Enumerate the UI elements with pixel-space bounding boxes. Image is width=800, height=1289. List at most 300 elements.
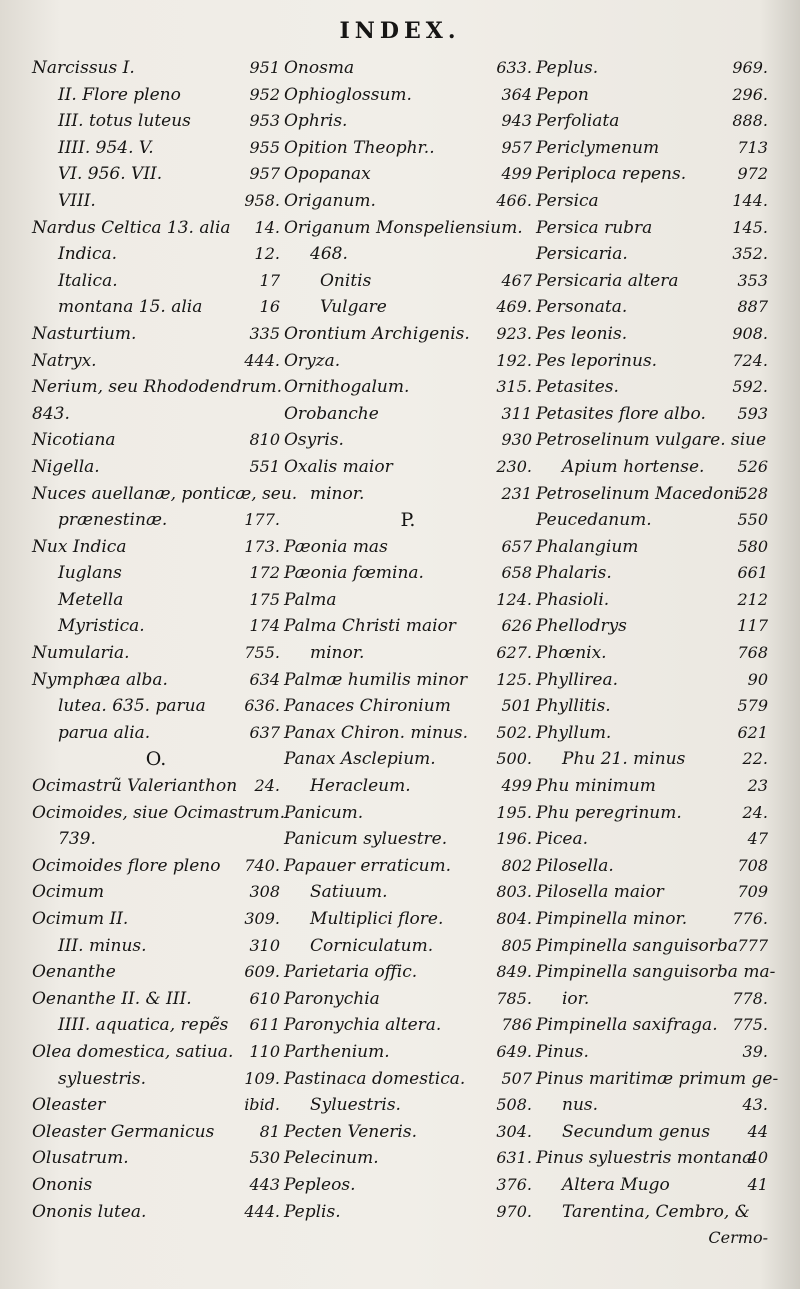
index-entry bbox=[536, 800, 768, 827]
entry-term: Ocimastrũ Valerianthon bbox=[32, 776, 238, 797]
entry-page-number: 708 bbox=[737, 855, 768, 875]
index-entry bbox=[536, 321, 768, 348]
entry-page-number: 364 bbox=[501, 84, 532, 104]
entry-page-number: 443 bbox=[249, 1174, 280, 1194]
entry-page-number: 957 bbox=[249, 164, 280, 184]
entry-term: Ocimum bbox=[32, 882, 105, 903]
entry-term: Ophris. bbox=[284, 111, 348, 132]
index-entry bbox=[284, 560, 532, 587]
index-entry bbox=[284, 401, 532, 428]
entry-page-number: 953 bbox=[249, 111, 280, 131]
index-entry bbox=[32, 1145, 280, 1172]
entry-page-number: 17 bbox=[259, 270, 280, 290]
entry-page-number: 353 bbox=[737, 270, 768, 290]
entry-page-number: 658 bbox=[501, 563, 532, 583]
entry-page-number: 551 bbox=[249, 456, 280, 476]
entry-page-number: 633. bbox=[496, 58, 532, 77]
entry-term: Olusatrum. bbox=[32, 1148, 129, 1169]
index-entry bbox=[284, 773, 532, 800]
index-entry bbox=[536, 959, 776, 986]
entry-page-number: 627. bbox=[496, 643, 532, 663]
entry-page-number: 196. bbox=[496, 829, 532, 849]
index-entry bbox=[284, 720, 532, 747]
entry-page-number: 610 bbox=[249, 988, 280, 1008]
index-entry bbox=[536, 1092, 768, 1119]
entry-page-number: 172 bbox=[249, 563, 280, 583]
entry-term: Pes leonis. bbox=[536, 323, 628, 344]
entry-term: Petasites. bbox=[536, 377, 619, 398]
entry-term: Persicaria altera bbox=[536, 270, 679, 291]
entry-page-number: 661 bbox=[737, 563, 768, 583]
entry-page-number: 637 bbox=[249, 722, 280, 742]
index-column-1 bbox=[32, 55, 298, 1225]
index-entry bbox=[536, 640, 768, 667]
entry-page-number: 786 bbox=[501, 1015, 532, 1035]
index-entry bbox=[284, 534, 532, 561]
entry-term: Peplis. bbox=[284, 1201, 341, 1222]
entry-page-number: 124. bbox=[496, 589, 532, 609]
entry-term: Multiplici flore. bbox=[310, 909, 444, 929]
entry-term: Metella bbox=[58, 589, 124, 610]
entry-term: O. bbox=[145, 748, 167, 771]
index-entry bbox=[284, 1012, 532, 1039]
entry-term: Periploca repens. bbox=[536, 164, 687, 185]
index-entry bbox=[284, 82, 532, 109]
index-entry bbox=[536, 348, 768, 375]
index-entry bbox=[32, 507, 280, 534]
index-entry bbox=[536, 667, 768, 694]
entry-page-number: 888. bbox=[732, 111, 768, 131]
entry-term: Peplus. bbox=[536, 58, 599, 78]
entry-term: IIII. 954. V. bbox=[58, 137, 154, 158]
entry-page-number: 311 bbox=[501, 403, 532, 423]
entry-term: Periclymenum bbox=[536, 137, 660, 158]
index-entry bbox=[284, 135, 532, 162]
entry-page-number: 304. bbox=[496, 1121, 532, 1141]
index-entry bbox=[284, 667, 532, 694]
index-entry bbox=[284, 986, 532, 1013]
entry-term: Petasites flore albo. bbox=[536, 403, 706, 424]
entry-page-number: 724. bbox=[732, 350, 768, 370]
index-entry bbox=[536, 853, 768, 880]
entry-page-number: 611 bbox=[249, 1015, 280, 1035]
entry-term: Phu 21. minus bbox=[562, 749, 686, 770]
index-entry bbox=[536, 906, 768, 933]
entry-term: lutea. 635. parua bbox=[58, 696, 206, 717]
entry-term: Oleaster bbox=[32, 1095, 106, 1116]
index-entry bbox=[536, 720, 768, 747]
entry-term: VI. 956. VII. bbox=[58, 164, 163, 185]
entry-page-number: 803. bbox=[496, 882, 532, 902]
index-entry bbox=[32, 534, 280, 561]
entry-term: Phellodrys bbox=[536, 616, 627, 637]
entry-term: Phu minimum bbox=[536, 776, 656, 797]
index-entry bbox=[536, 1066, 779, 1093]
entry-term: Phœnix. bbox=[536, 643, 607, 664]
entry-term: Parthenium. bbox=[284, 1041, 390, 1062]
index-entry bbox=[536, 401, 768, 428]
entry-page-number: 117 bbox=[737, 616, 768, 636]
entry-term: Pilosella maior bbox=[536, 882, 664, 903]
entry-term: Orobanche bbox=[284, 403, 379, 424]
entry-page-number: 530 bbox=[249, 1148, 280, 1168]
index-entry bbox=[32, 321, 280, 348]
entry-term: Orontium Archigenis. bbox=[284, 323, 470, 344]
index-entry bbox=[284, 241, 532, 268]
entry-term: Natryx. bbox=[32, 350, 97, 371]
index-entry bbox=[32, 401, 280, 428]
entry-term: minor. bbox=[310, 643, 365, 664]
entry-term: Paronychia altera. bbox=[284, 1015, 442, 1036]
entry-page-number: Cermo- bbox=[708, 1228, 768, 1248]
entry-page-number: 24. bbox=[254, 776, 280, 796]
index-entry bbox=[536, 374, 768, 401]
index-entry bbox=[284, 215, 532, 242]
index-entry bbox=[32, 640, 280, 667]
entry-page-number: 501 bbox=[501, 696, 532, 716]
entry-term: Pepleos. bbox=[284, 1174, 356, 1195]
entry-page-number: 109. bbox=[244, 1068, 280, 1088]
index-entry bbox=[32, 161, 280, 188]
entry-page-number: 923. bbox=[496, 323, 532, 343]
entry-term: Vulgare bbox=[320, 297, 387, 318]
index-entry bbox=[32, 294, 280, 321]
entry-page-number: 636. bbox=[244, 696, 280, 716]
index-entry bbox=[536, 268, 768, 295]
index-column-2 bbox=[284, 55, 532, 1225]
index-entry bbox=[536, 427, 768, 454]
index-entry bbox=[284, 959, 532, 986]
entry-page-number: 499 bbox=[501, 164, 532, 184]
entry-page-number: 81 bbox=[259, 1121, 280, 1141]
index-entry bbox=[536, 135, 768, 162]
index-entry bbox=[284, 321, 532, 348]
index-entry bbox=[32, 1039, 280, 1066]
index-entry bbox=[284, 1119, 532, 1146]
entry-page-number: 550 bbox=[737, 510, 768, 530]
entry-term: Ononis bbox=[32, 1174, 93, 1195]
entry-page-number: 467 bbox=[501, 270, 532, 290]
entry-term: Papauer erraticum. bbox=[284, 855, 452, 876]
entry-term: Oleaster Germanicus bbox=[32, 1121, 215, 1142]
entry-term: Altera Mugo bbox=[562, 1174, 670, 1195]
entry-page-number: 376. bbox=[496, 1174, 532, 1194]
entry-term: Numularia. bbox=[32, 643, 130, 664]
index-entry bbox=[536, 933, 768, 960]
entry-page-number: 231 bbox=[501, 483, 532, 503]
entry-page-number: 12. bbox=[254, 244, 280, 264]
index-entry bbox=[32, 986, 280, 1013]
entry-page-number: 24. bbox=[742, 802, 768, 822]
entry-term: Persica bbox=[536, 190, 599, 211]
entry-page-number: 508. bbox=[496, 1095, 532, 1115]
entry-page-number: 144. bbox=[732, 190, 768, 210]
index-entry bbox=[32, 215, 280, 242]
entry-page-number: 444. bbox=[244, 350, 280, 370]
entry-term: Narcissus I. bbox=[32, 58, 135, 78]
index-entry bbox=[32, 348, 280, 375]
index-entry bbox=[32, 135, 280, 162]
entry-page-number: 785. bbox=[496, 988, 532, 1008]
index-entry bbox=[536, 1119, 768, 1146]
index-entry bbox=[284, 1039, 532, 1066]
entry-term: Palma bbox=[284, 589, 337, 610]
entry-page-number: 634 bbox=[249, 669, 280, 689]
entry-term: Pimpinella sanguisorba bbox=[536, 935, 738, 956]
entry-term: Nigella. bbox=[32, 456, 100, 477]
index-entry bbox=[284, 268, 532, 295]
entry-page-number: 195. bbox=[496, 802, 532, 822]
index-entry bbox=[284, 1066, 532, 1093]
index-entry bbox=[32, 879, 280, 906]
entry-page-number: 955 bbox=[249, 137, 280, 157]
entry-term: Nardus Celtica 13. alia bbox=[32, 217, 231, 238]
entry-term: montana 15. alia bbox=[58, 297, 203, 318]
entry-page-number: 352. bbox=[732, 244, 768, 264]
entry-page-number: 507 bbox=[501, 1068, 532, 1088]
entry-page-number: 110 bbox=[249, 1041, 280, 1061]
entry-page-number: 802 bbox=[501, 855, 532, 875]
entry-page-number: 41 bbox=[747, 1174, 768, 1194]
section-letter bbox=[32, 746, 280, 773]
entry-page-number: 849. bbox=[496, 962, 532, 982]
entry-page-number: 43. bbox=[742, 1095, 768, 1115]
entry-term: Nerium, seu Rhododendrum. bbox=[32, 377, 282, 398]
entry-page-number: 755. bbox=[244, 643, 280, 663]
entry-term: Syluestris. bbox=[310, 1095, 401, 1116]
index-entry bbox=[32, 613, 280, 640]
entry-term: Pepon bbox=[536, 84, 589, 105]
index-entry bbox=[284, 640, 532, 667]
entry-term: Secundum genus bbox=[562, 1121, 711, 1142]
entry-page-number: 740. bbox=[244, 855, 280, 875]
entry-term: Pæonia mas bbox=[284, 536, 388, 557]
index-entry bbox=[284, 613, 532, 640]
index-entry bbox=[284, 481, 532, 508]
index-entry bbox=[32, 454, 280, 481]
index-entry bbox=[32, 800, 286, 827]
entry-term: Corniculatum. bbox=[310, 935, 434, 956]
index-entry bbox=[284, 746, 532, 773]
entry-page-number: 335 bbox=[249, 323, 280, 343]
entry-term: Pilosella. bbox=[536, 855, 614, 876]
index-entry bbox=[284, 454, 532, 481]
entry-term: Pimpinella minor. bbox=[536, 909, 688, 929]
entry-term: Phyllitis. bbox=[536, 696, 611, 717]
entry-term: Parietaria offic. bbox=[284, 962, 418, 983]
entry-page-number: 23 bbox=[747, 776, 768, 796]
entry-term: VIII. bbox=[58, 190, 96, 211]
index-entry bbox=[32, 906, 280, 933]
entry-term: Phasioli. bbox=[536, 589, 610, 610]
entry-term: Pecten Veneris. bbox=[284, 1121, 417, 1142]
entry-term: 843. bbox=[32, 403, 70, 424]
index-entry bbox=[536, 879, 768, 906]
entry-page-number: 526 bbox=[737, 456, 768, 476]
entry-page-number: 47 bbox=[747, 829, 768, 849]
index-entry bbox=[32, 693, 280, 720]
entry-page-number: 951 bbox=[249, 58, 280, 77]
entry-term: Ophioglossum. bbox=[284, 84, 412, 105]
index-entry bbox=[536, 215, 768, 242]
entry-term: Picea. bbox=[536, 829, 588, 850]
entry-page-number: 315. bbox=[496, 377, 532, 397]
index-column-3 bbox=[536, 55, 779, 1252]
entry-page-number: 500. bbox=[496, 749, 532, 769]
entry-term: Origanum. bbox=[284, 190, 376, 211]
index-entry bbox=[536, 507, 768, 534]
entry-term: Nicotiana bbox=[32, 430, 116, 451]
index-entry bbox=[284, 427, 532, 454]
index-entry bbox=[536, 986, 768, 1013]
index-entry bbox=[536, 161, 768, 188]
index-entry bbox=[536, 454, 768, 481]
entry-term: Oenanthe II. & III. bbox=[32, 988, 192, 1009]
index-entry bbox=[284, 693, 532, 720]
index-entry bbox=[32, 1092, 280, 1119]
entry-term: Pinus syluestris montana bbox=[536, 1148, 753, 1169]
entry-page-number: 777 bbox=[737, 935, 768, 955]
entry-page-number: 580 bbox=[737, 536, 768, 556]
entry-term: 468. bbox=[310, 244, 348, 265]
entry-term: Phyllum. bbox=[536, 722, 612, 743]
index-entry bbox=[284, 906, 532, 933]
index-entry bbox=[536, 534, 768, 561]
index-entry bbox=[32, 1199, 280, 1226]
index-entry bbox=[536, 294, 768, 321]
entry-page-number: 709 bbox=[737, 882, 768, 902]
entry-term: Panicum syluestre. bbox=[284, 829, 448, 850]
section-letter bbox=[284, 507, 532, 534]
entry-page-number: 145. bbox=[732, 217, 768, 237]
entry-term: Panaces Chironium bbox=[284, 696, 451, 717]
entry-page-number: 957 bbox=[501, 137, 532, 157]
index-entry bbox=[32, 108, 280, 135]
entry-term: Palmæ humilis minor bbox=[284, 669, 468, 690]
entry-page-number: 649. bbox=[496, 1041, 532, 1061]
entry-term: Pinus. bbox=[536, 1041, 589, 1062]
index-entry bbox=[284, 1172, 532, 1199]
entry-page-number: 308 bbox=[249, 882, 280, 902]
entry-page-number: 930 bbox=[501, 430, 532, 450]
entry-term: Pelecinum. bbox=[284, 1148, 379, 1169]
entry-page-number: 768 bbox=[737, 643, 768, 663]
entry-page-number: 804. bbox=[496, 909, 532, 928]
entry-term: Phyllirea. bbox=[536, 669, 619, 690]
index-entry bbox=[32, 1012, 280, 1039]
entry-page-number: 174 bbox=[249, 616, 280, 636]
entry-term: Persicaria. bbox=[536, 244, 628, 265]
entry-term: Persica rubra bbox=[536, 217, 653, 238]
entry-term: Panax Chiron. minus. bbox=[284, 722, 468, 743]
index-entry bbox=[536, 826, 768, 853]
entry-page-number: 609. bbox=[244, 962, 280, 982]
index-entry bbox=[32, 241, 280, 268]
entry-term: ior. bbox=[562, 988, 590, 1009]
entry-term: Phu peregrinum. bbox=[536, 802, 682, 823]
index-entry bbox=[536, 746, 768, 773]
entry-term: Pes leporinus. bbox=[536, 350, 658, 371]
index-entry bbox=[32, 826, 280, 853]
entry-page-number: ibid. bbox=[244, 1095, 280, 1115]
entry-term: Peucedanum. bbox=[536, 510, 652, 531]
entry-page-number: 296. bbox=[732, 84, 768, 104]
entry-page-number: 309. bbox=[244, 909, 280, 928]
entry-page-number: 778. bbox=[732, 988, 768, 1008]
index-entry bbox=[32, 481, 298, 508]
index-entry bbox=[284, 933, 532, 960]
index-entry bbox=[536, 108, 768, 135]
index-entry bbox=[284, 108, 532, 135]
entry-page-number: 40 bbox=[747, 1148, 768, 1168]
entry-term: Panax Asclepium. bbox=[284, 749, 436, 770]
index-entry bbox=[284, 161, 532, 188]
entry-page-number: 958. bbox=[244, 190, 280, 210]
entry-term: Phalangium bbox=[536, 536, 639, 557]
entry-page-number: 39. bbox=[742, 1041, 768, 1061]
entry-term: Pimpinella sanguisorba ma- bbox=[536, 962, 776, 983]
entry-term: Indica. bbox=[58, 244, 118, 265]
index-entry bbox=[32, 853, 280, 880]
entry-term: Pæonia fœmina. bbox=[284, 563, 424, 584]
index-entry bbox=[536, 587, 768, 614]
index-entry bbox=[536, 1039, 768, 1066]
entry-page-number: 528 bbox=[737, 483, 768, 503]
entry-term: Ocimum II. bbox=[32, 909, 129, 929]
entry-page-number: 969. bbox=[732, 58, 768, 77]
index-entry bbox=[536, 773, 768, 800]
entry-term: nus. bbox=[562, 1095, 599, 1116]
entry-term: Perfoliata bbox=[536, 111, 620, 132]
index-entry bbox=[284, 1092, 532, 1119]
index-entry bbox=[32, 667, 280, 694]
entry-page-number: 775. bbox=[732, 1015, 768, 1035]
entry-term: Nuces auellanæ, ponticæ, seu. bbox=[32, 483, 298, 504]
entry-term: Nasturtium. bbox=[32, 323, 137, 344]
entry-term: Ocimoides flore pleno bbox=[32, 855, 221, 876]
entry-term: Opopanax bbox=[284, 164, 371, 185]
entry-term: Oryza. bbox=[284, 350, 341, 371]
index-entry bbox=[32, 374, 280, 401]
entry-page-number: 887 bbox=[737, 297, 768, 317]
entry-term: syluestris. bbox=[58, 1068, 147, 1089]
index-entry bbox=[536, 693, 768, 720]
index-entry bbox=[284, 587, 532, 614]
entry-page-number: 14. bbox=[254, 217, 280, 237]
entry-term: Panicum. bbox=[284, 802, 364, 823]
entry-term: Iuglans bbox=[58, 563, 122, 584]
entry-term: prænestinæ. bbox=[58, 510, 168, 531]
index-entry bbox=[536, 1145, 768, 1172]
entry-term: Italica. bbox=[58, 270, 118, 291]
entry-page-number: 44 bbox=[747, 1121, 768, 1141]
entry-term: Onosma bbox=[284, 58, 355, 78]
entry-term: Pastinaca domestica. bbox=[284, 1068, 466, 1089]
index-entry bbox=[32, 55, 280, 82]
index-entry bbox=[284, 800, 532, 827]
entry-page-number: 776. bbox=[732, 909, 768, 928]
index-entry bbox=[536, 1172, 768, 1199]
index-entry bbox=[284, 188, 532, 215]
entry-page-number: 444. bbox=[244, 1201, 280, 1221]
entry-term: Petroselinum vulgare. siue bbox=[536, 430, 767, 451]
entry-page-number: 579 bbox=[737, 696, 768, 716]
entry-page-number: 212 bbox=[737, 589, 768, 609]
index-entry bbox=[284, 853, 532, 880]
entry-page-number: 970. bbox=[496, 1201, 532, 1221]
index-entry bbox=[536, 1199, 768, 1226]
index-entry bbox=[536, 481, 768, 508]
